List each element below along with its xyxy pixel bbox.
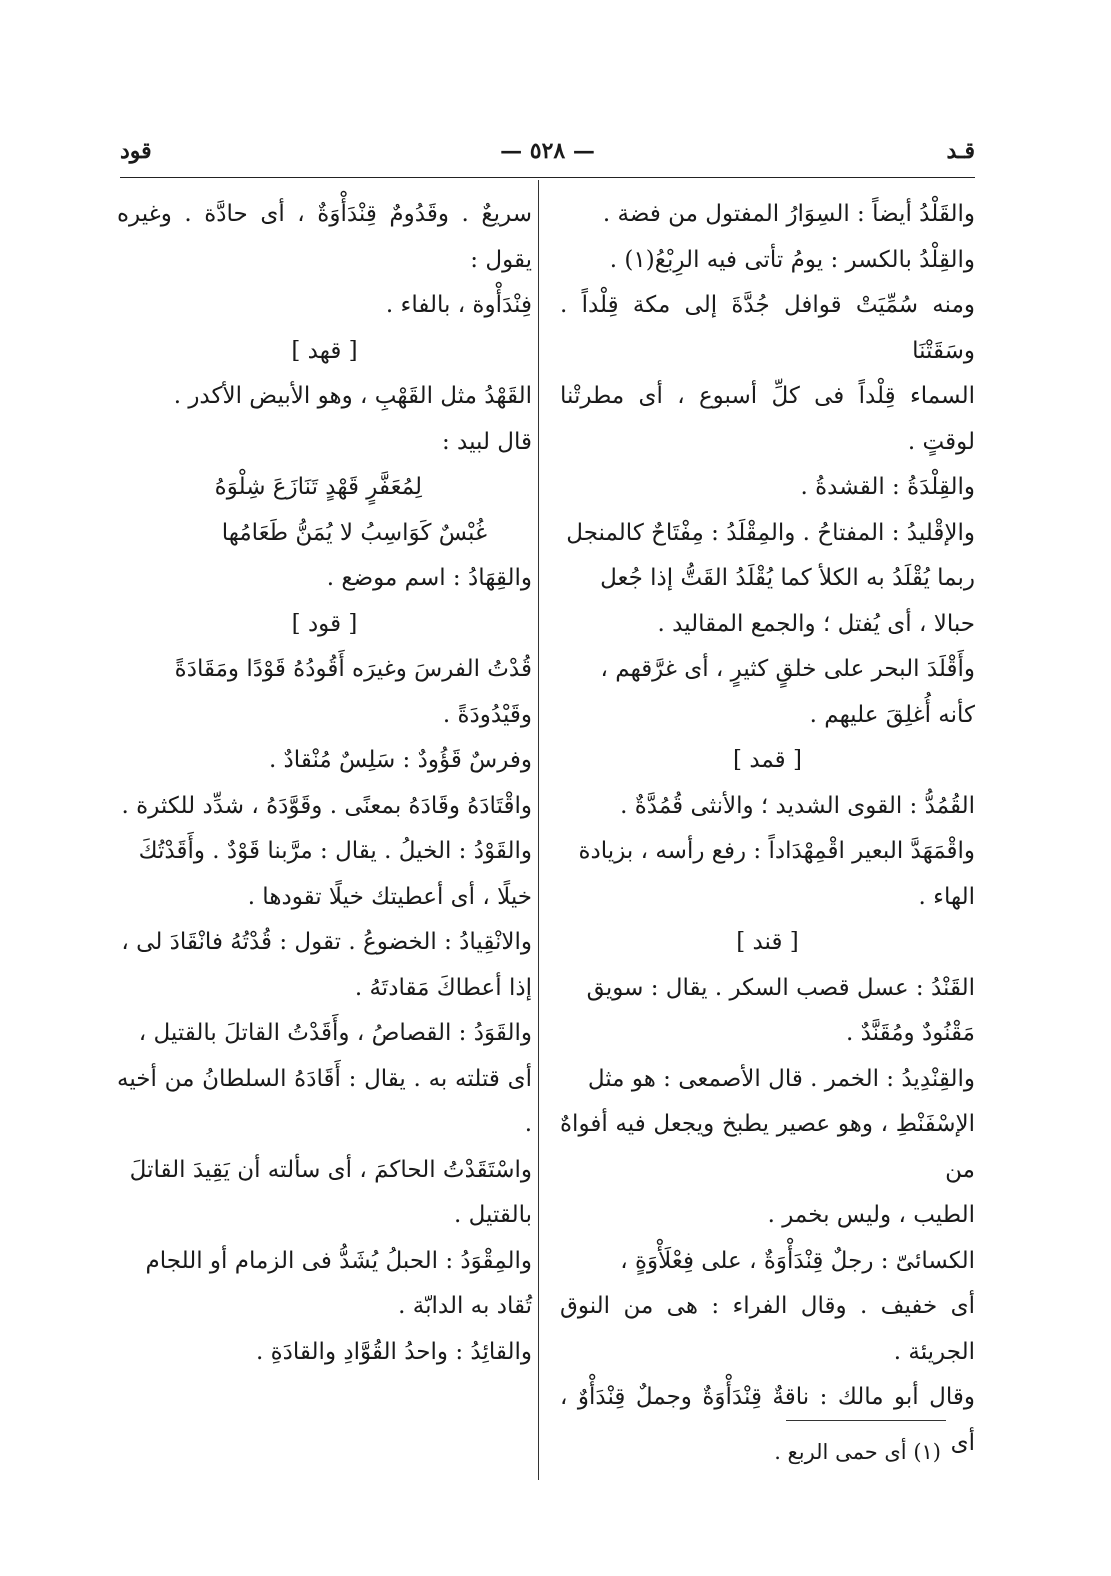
text-line: أى خفيف . وقال الفراء : هى من النوق الجريئة .	[560, 1293, 975, 1365]
text-line: والقَوَدُ : القصاصُ ، وأَقَدْتُ القاتلَ بالقتيل ،	[138, 1020, 532, 1046]
text-line: وقال أبو مالك : ناقةٌ قِنْدَأْوَةٌ وجملٌ قِنْدَأْوٌ ، أى	[560, 1384, 975, 1456]
text-line: حبالا ، أى يُفتل ؛ والجمع المقاليد .	[657, 610, 975, 637]
verse-line: لِمُعَفَّرٍ قَهْدٍ تَنَازَعَ شِلْوَهُ	[214, 474, 422, 500]
text-line: القُمُدُّ : القوى الشديد ؛ والأنثى قُمُدَّةٌ .	[620, 792, 975, 819]
text-line: والقِهَادُ : اسم موضع .	[326, 565, 532, 591]
text-line: والقائِدُ : واحدُ القُوَّادِ والقادَةِ .	[255, 1338, 532, 1365]
text-line: مَقْنُودٌ ومُقَنَّدٌ .	[845, 1020, 975, 1046]
text-line: الإسْفَنْطِ ، وهو عصير يطبخ ويجعل فيه أفواهٌ من	[560, 1111, 975, 1183]
text-line: وأَقْلَدَ البحر على خلقٍ كثيرٍ ، أى غرَّقهم ،	[600, 656, 975, 682]
text-line: فِنْدَأْوة ، بالفاء .	[385, 292, 532, 318]
entry-heading: [ قود ]	[291, 610, 358, 637]
text-line: والإقْليدُ : المفتاحُ . والمِقْلَدُ : مِفْتَاحٌ كالمنجل	[566, 519, 975, 546]
header-root-right: قـد	[946, 138, 975, 164]
verse-line: غُبْسٌ كَوَاسِبُ لا يُمَنُّ طَعَامُها	[221, 519, 487, 546]
text-line: والانْقِيادُ : الخضوعُ . تقول : قُدْتُهُ فانْقَادَ لى ،	[121, 929, 532, 955]
header-rule	[120, 177, 975, 178]
text-line: كأنه أُغلِقَ عليهم .	[809, 701, 975, 728]
text-line: أى قتلته به . يقال : أَقَادَهُ السلطانُ من أخيه .	[117, 1065, 532, 1137]
footnote: (١) أى حمى الربع .	[774, 1440, 941, 1464]
text-line: والمِقْوَدُ : الحبلُ يُشَدُّ فى الزمام أو اللجام	[145, 1247, 532, 1274]
right-column	[560, 192, 975, 1466]
header-root-left: قود	[120, 138, 152, 164]
text-line: القَهْدُ مثل القَهْبِ ، وهو الأبيض الأكدر .	[173, 383, 532, 409]
text-line: السماء قِلْداً فى كلِّ أسبوع ، أى مطرتْنا لوقتٍ .	[560, 383, 975, 455]
text-line: القَنْدُ : عسل قصب السكر . يقال : سويق	[586, 974, 975, 1001]
text-line: سريعٌ . وقَدُومٌ قِنْدَأْوَةٌ ، أى حادَّة . وغيره يقول :	[117, 201, 532, 273]
text-line: قال لبيد :	[441, 428, 532, 455]
text-line: خيلًا ، أى أعطيتك خيلًا تقودها .	[247, 883, 532, 910]
text-line: الهاء .	[918, 883, 975, 910]
text-line: ربما يُقْلَدُ به الكلأ كما يُقْلَدُ القَتُّ إذا جُعل	[600, 565, 975, 591]
text-line: والقَلْدُ أيضاً : السِوَارُ المفتول من فضة .	[602, 201, 975, 227]
text-line: والقِلْدُ بالكسر : يومُ تأتى فيه الرِبْعُ(١) .	[609, 246, 975, 273]
text-line: بالقتيل .	[454, 1202, 532, 1228]
text-line: قُدْتُ الفرسَ وغيرَه أَقُودُهُ قَوْدًا ومَقَادَةً	[174, 656, 532, 682]
entry-heading: [ قهد ]	[291, 337, 358, 364]
page-number: — ٥٢٨ —	[500, 138, 595, 164]
entry-heading: [ قند ]	[736, 929, 799, 955]
text-line: الطيب ، وليس بخمر .	[767, 1202, 975, 1228]
text-line: والقِلْدَةُ : القشدةُ .	[800, 474, 975, 500]
text-line: وفرسٌ قَؤُودٌ : سَلِسٌ مُنْقادٌ .	[268, 747, 532, 773]
text-line: واقْتَادَهُ وقَادَهُ بمعنًى . وقَوَّدَهُ ، شدِّد للكثرة .	[121, 792, 532, 819]
text-line: الكسائىّ : رجلٌ قِنْدَأْوَةٌ ، على فِعْلَأْوَةٍ ،	[620, 1247, 975, 1274]
text-line: وقَيْدُودَةً .	[442, 701, 532, 728]
text-line: واسْتَقَدْتُ الحاكمَ ، أى سألته أن يَقِيدَ القاتلَ	[129, 1156, 532, 1183]
text-line: والقَوْدُ : الخيلُ . يقال : مرَّبنا قَوْدٌ . وأَقَدْتُكَ	[138, 838, 532, 864]
footnote-rule	[786, 1420, 946, 1421]
text-line: والقِنْدِيدُ : الخمر . قال الأصمعى : هو مثل	[587, 1065, 975, 1092]
text-line: ومنه سُمِّيَتْ قوافل جُدَّةَ إلى مكة قِلْداً . وسَقَتْنَا	[560, 292, 975, 364]
page-header	[120, 138, 975, 174]
entry-heading: [ قمد ]	[733, 747, 802, 773]
column-divider	[538, 180, 539, 1480]
text-line: إذا أعطاكَ مَقادتَهُ .	[354, 974, 532, 1001]
text-line: تُقاد به الدابّة .	[398, 1293, 532, 1319]
text-line: واقْمَهَدَّ البعير اقْمِهْدَاداً : رفع رأسه ، بزيادة	[578, 838, 975, 864]
left-column	[117, 192, 532, 1375]
